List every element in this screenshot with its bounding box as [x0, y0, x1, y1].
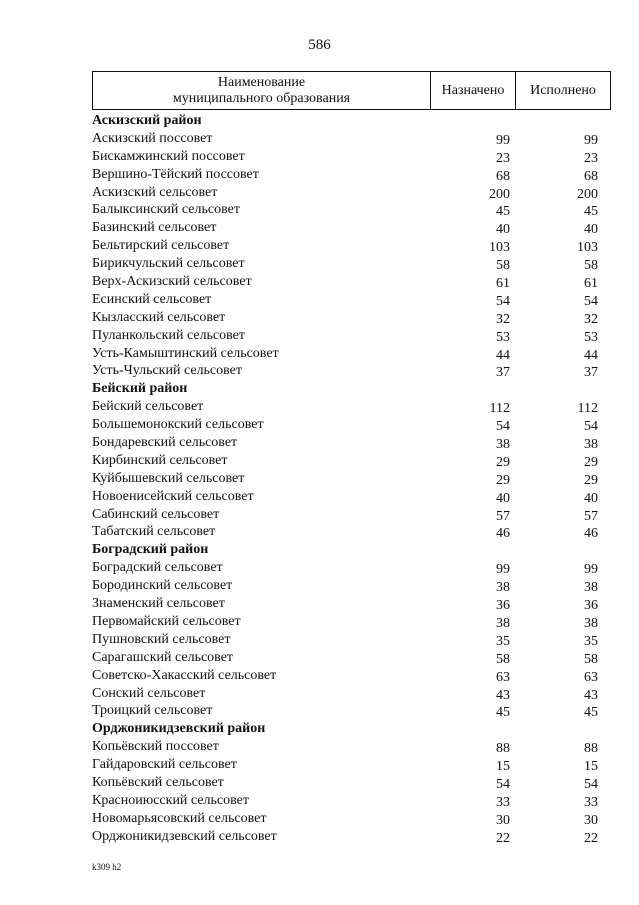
district-name: Орджоникидзевский район: [92, 721, 266, 737]
table-row: [92, 201, 611, 219]
table-row: [92, 738, 611, 756]
municipality-name: Бискамжинский поссовет: [92, 148, 245, 164]
municipality-name: Троицкий сельсовет: [92, 703, 213, 719]
table-row: [92, 273, 611, 291]
completed-value: 58: [584, 651, 598, 667]
column-header-assigned: Назначено: [430, 72, 515, 109]
completed-value: 15: [584, 759, 598, 775]
assigned-value: 32: [496, 311, 510, 327]
assigned-value: 58: [496, 258, 510, 274]
municipality-name: Куйбышевский сельсовет: [92, 470, 245, 486]
assigned-value: 54: [496, 419, 510, 435]
completed-value: 43: [584, 687, 598, 703]
completed-value: 38: [584, 437, 598, 453]
assigned-value: 54: [496, 293, 510, 309]
district-heading-row: [92, 541, 611, 559]
completed-value: 53: [584, 329, 598, 345]
municipality-name: Кирбинский сельсовет: [92, 452, 228, 468]
municipality-name: Аскизский сельсовет: [92, 184, 218, 200]
completed-value: 44: [584, 347, 598, 363]
completed-value: 99: [584, 132, 598, 148]
assigned-value: 40: [496, 222, 510, 238]
column-header-name-line2: муниципального образования: [172, 91, 351, 106]
completed-value: 38: [584, 580, 598, 596]
table-row: [92, 291, 611, 309]
assigned-value: 63: [496, 669, 510, 685]
municipality-name: Верх-Аскизский сельсовет: [92, 274, 252, 290]
assigned-value: 68: [496, 168, 510, 184]
completed-value: 35: [584, 633, 598, 649]
municipality-name: Пуланкольский сельсовет: [92, 327, 246, 343]
table-row: [92, 774, 611, 792]
table-row: [92, 255, 611, 273]
table-row: [92, 148, 611, 166]
table-row: [92, 184, 611, 202]
page-number: 586: [308, 37, 331, 53]
assigned-value: 23: [496, 150, 510, 166]
completed-value: 88: [584, 741, 598, 757]
completed-value: 38: [584, 615, 598, 631]
completed-value: 32: [584, 311, 598, 327]
assigned-value: 22: [496, 830, 510, 846]
completed-value: 54: [584, 293, 598, 309]
assigned-value: 112: [489, 401, 510, 417]
completed-value: 29: [584, 472, 598, 488]
municipality-name: Новоенисейский сельсовет: [92, 488, 254, 504]
assigned-value: 57: [496, 508, 510, 524]
municipality-name: Усть-Чульский сельсовет: [92, 363, 243, 379]
municipality-name: Пушновский сельсовет: [92, 631, 231, 647]
assigned-value: 45: [496, 204, 510, 220]
completed-value: 54: [584, 419, 598, 435]
table-row: [92, 237, 611, 255]
municipality-name: Орджоникидзевский сельсовет: [92, 828, 277, 844]
municipality-name: Новомарьясовский сельсовет: [92, 810, 267, 826]
assigned-value: 46: [496, 526, 510, 542]
completed-value: 200: [577, 186, 598, 202]
completed-value: 37: [584, 365, 598, 381]
municipality-name: Советско-Хакасский сельсовет: [92, 667, 277, 683]
assigned-value: 53: [496, 329, 510, 345]
table-body: [92, 112, 611, 846]
assigned-value: 58: [496, 651, 510, 667]
district-heading-row: [92, 720, 611, 738]
table-row: [92, 577, 611, 595]
assigned-value: 36: [496, 598, 510, 614]
municipality-name: Боградский сельсовет: [92, 560, 223, 576]
completed-value: 29: [584, 454, 598, 470]
assigned-value: 43: [496, 687, 510, 703]
table-row: [92, 756, 611, 774]
municipality-name: Базинский сельсовет: [92, 220, 217, 236]
table-row: [92, 130, 611, 148]
table-row: [92, 488, 611, 506]
municipality-name: Кызласский сельсовет: [92, 309, 226, 325]
municipality-name: Усть-Камыштинский сельсовет: [92, 345, 279, 361]
completed-value: 22: [584, 830, 598, 846]
table-row: [92, 685, 611, 703]
municipality-name: Первомайский сельсовет: [92, 613, 241, 629]
table-row: [92, 613, 611, 631]
completed-value: 112: [577, 401, 598, 417]
completed-value: 57: [584, 508, 598, 524]
district-heading-row: [92, 112, 611, 130]
completed-value: 103: [577, 240, 598, 256]
assigned-value: 35: [496, 633, 510, 649]
completed-value: 45: [584, 204, 598, 220]
table-row: [92, 702, 611, 720]
completed-value: 46: [584, 526, 598, 542]
municipality-name: Гайдаровский сельсовет: [92, 757, 237, 773]
municipality-name: Бирикчульский сельсовет: [92, 256, 245, 272]
assigned-value: 38: [496, 615, 510, 631]
table-row: [92, 828, 611, 846]
municipality-name: Копьёвский поссовет: [92, 739, 219, 755]
table-row: [92, 452, 611, 470]
assigned-value: 29: [496, 454, 510, 470]
municipality-name: Красноиюсский сельсовет: [92, 792, 249, 808]
assigned-value: 15: [496, 759, 510, 775]
assigned-value: 38: [496, 437, 510, 453]
footer-code: k309 h2: [92, 862, 122, 872]
completed-value: 68: [584, 168, 598, 184]
municipality-name: Сонский сельсовет: [92, 685, 206, 701]
table-row: [92, 559, 611, 577]
assigned-value: 29: [496, 472, 510, 488]
completed-value: 45: [584, 705, 598, 721]
table-row: [92, 416, 611, 434]
completed-value: 33: [584, 794, 598, 810]
municipality-name: Знаменский сельсовет: [92, 596, 225, 612]
table-row: [92, 362, 611, 380]
table-row: [92, 506, 611, 524]
municipality-name: Копьёвский сельсовет: [92, 774, 224, 790]
assigned-value: 40: [496, 490, 510, 506]
table-row: [92, 166, 611, 184]
district-name: Аскизский район: [92, 113, 202, 128]
municipality-name: Балыксинский сельсовет: [92, 202, 240, 218]
table-row: [92, 327, 611, 345]
table-row: [92, 595, 611, 613]
municipality-name: Вершино-Тёйский поссовет: [92, 166, 259, 182]
completed-value: 54: [584, 776, 598, 792]
completed-value: 23: [584, 150, 598, 166]
column-header-completed: Исполнено: [515, 72, 610, 109]
assigned-value: 99: [496, 132, 510, 148]
table-row: [92, 219, 611, 237]
completed-value: 58: [584, 258, 598, 274]
table-row: [92, 631, 611, 649]
table-row: [92, 792, 611, 810]
municipality-name: Бельтирский сельсовет: [92, 238, 230, 254]
assigned-value: 37: [496, 365, 510, 381]
municipality-name: Есинский сельсовет: [92, 291, 212, 307]
completed-value: 36: [584, 598, 598, 614]
municipality-name: Большемонокский сельсовет: [92, 417, 264, 433]
table-row: [92, 345, 611, 363]
assigned-value: 200: [489, 186, 510, 202]
completed-value: 61: [584, 276, 598, 292]
completed-value: 99: [584, 562, 598, 578]
municipality-name: Сабинский сельсовет: [92, 506, 220, 522]
assigned-value: 30: [496, 812, 510, 828]
table-row: [92, 810, 611, 828]
table-row: [92, 398, 611, 416]
table-header: [92, 71, 611, 110]
completed-value: 63: [584, 669, 598, 685]
municipality-name: Сарагашский сельсовет: [92, 649, 234, 665]
completed-value: 40: [584, 490, 598, 506]
municipality-name: Бородинский сельсовет: [92, 578, 233, 594]
completed-value: 30: [584, 812, 598, 828]
table-row: [92, 309, 611, 327]
municipality-name: Бейский сельсовет: [92, 399, 204, 415]
district-name: Бейский район: [92, 381, 188, 397]
municipality-name: Аскизский поссовет: [92, 130, 213, 146]
table-row: [92, 649, 611, 667]
district-heading-row: [92, 380, 611, 398]
assigned-value: 33: [496, 794, 510, 810]
table-row: [92, 470, 611, 488]
assigned-value: 99: [496, 562, 510, 578]
assigned-value: 61: [496, 276, 510, 292]
assigned-value: 88: [496, 741, 510, 757]
district-name: Боградский район: [92, 542, 209, 558]
assigned-value: 38: [496, 580, 510, 596]
municipality-name: Бондаревский сельсовет: [92, 435, 238, 451]
column-header-name-line1: Наименование: [217, 75, 306, 90]
assigned-value: 45: [496, 705, 510, 721]
table-row: [92, 667, 611, 685]
assigned-value: 103: [489, 240, 510, 256]
municipality-name: Табатский сельсовет: [92, 524, 216, 540]
column-header-name: [93, 72, 430, 109]
completed-value: 40: [584, 222, 598, 238]
table-row: [92, 523, 611, 541]
table-row: [92, 434, 611, 452]
assigned-value: 54: [496, 776, 510, 792]
assigned-value: 44: [496, 347, 510, 363]
